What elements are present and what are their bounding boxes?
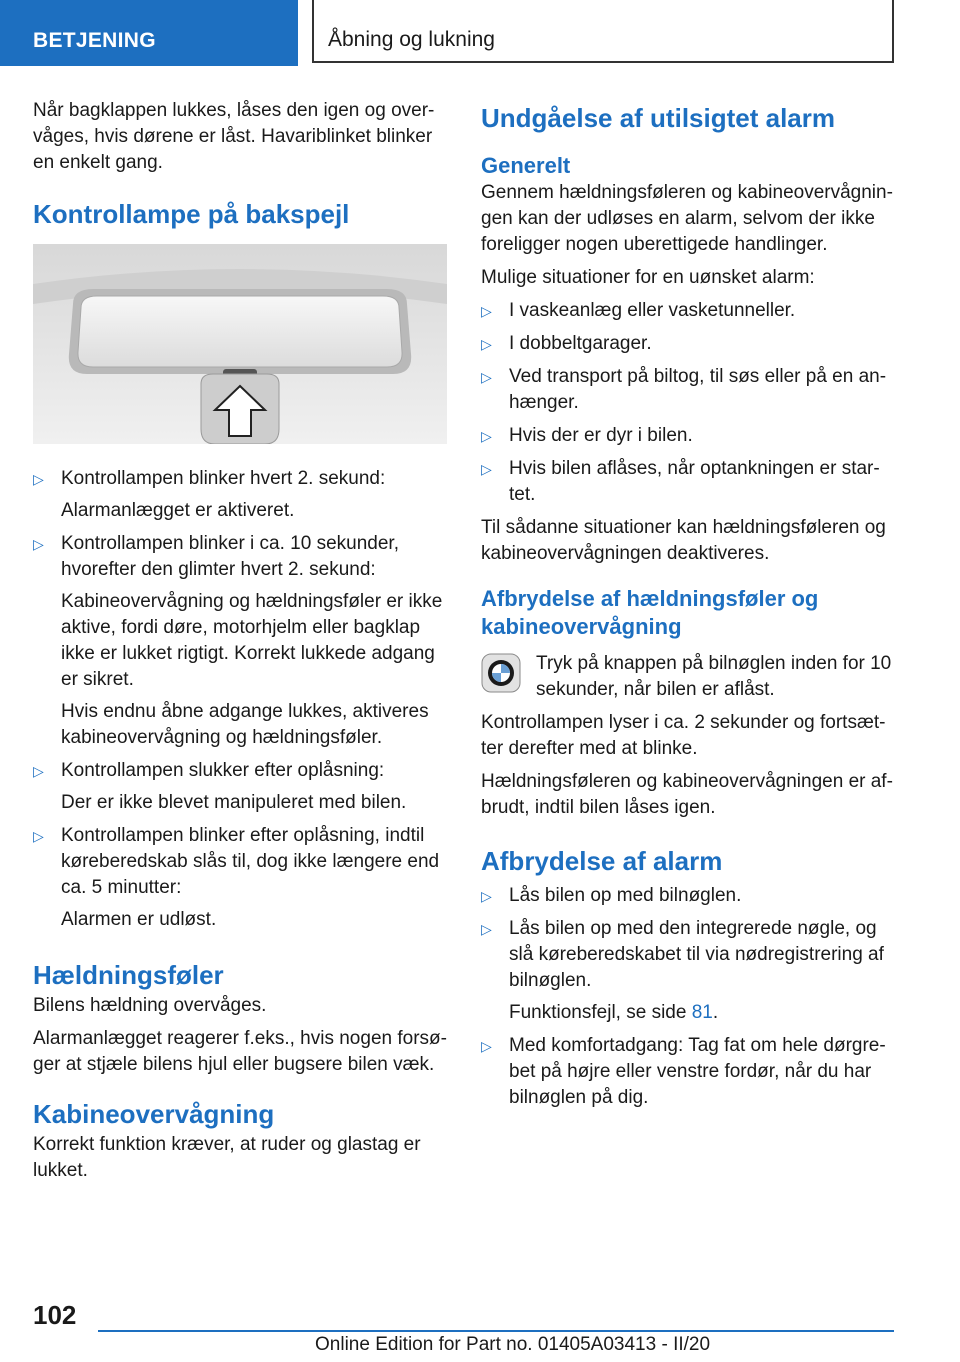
triangle-right-outline-icon: ▷ <box>481 921 492 937</box>
list-item-subtext: Alarmanlægget er aktiveret. <box>61 500 295 521</box>
list-item <box>481 456 899 508</box>
intro-paragraph: Når bagklappen lukkes, låses den igen og overvåges, hvis dørene er låst. Havariblinket blinker en enkelt gang. <box>33 100 435 173</box>
heading-afbrydelse-foeler: Afbrydelse af hældningsføler og kabineovervågning <box>481 586 819 639</box>
generelt-paragraph-3: Til sådanne situationer kan hældningsføleren og kabineovervågningen deaktiveres. <box>481 517 886 564</box>
afbrydelse-paragraph-2: Hældningsføleren og kabineovervågningen er afbrudt, indtil bilen låses igen. <box>481 771 893 818</box>
list-item <box>481 298 899 324</box>
triangle-right-outline-icon: ▷ <box>481 336 492 352</box>
list-item-text: Lås bilen op med den integrerede nøgle, og slå køreberedskabet til via nødregistrering af bilnøglen. <box>509 918 884 991</box>
list-item <box>481 364 899 416</box>
heading-generelt: Generelt <box>481 153 571 178</box>
heading-undgaaelse: Undgåelse af utilsigtet alarm <box>481 103 835 133</box>
list-item-text: Kontrollampen blinker hvert 2. sekund: <box>61 468 386 489</box>
afbrydelse-paragraph-1: Kontrollampen lyser i ca. 2 sekunder og fortsætter derefter med at blinke. <box>481 712 886 759</box>
rearview-mirror-image <box>33 244 447 444</box>
list-item-text: Kontrollampen slukker efter oplåsning: <box>61 760 385 781</box>
list-item-text: Lås bilen op med bilnøglen. <box>509 885 742 906</box>
key-instruction-text: Tryk på knappen på bilnøglen inden for 10 sekunder, når bilen er aflåst. <box>536 653 892 700</box>
list-item <box>33 758 451 816</box>
list-item-subtext: Kabineovervågning og hældningsføler er ikke aktive, fordi døre, motorhjelm eller bagklap ikke er lukket rigtigt. Korrekt lukkede adgang er sikret. <box>61 591 443 690</box>
alarm-list <box>481 883 899 1111</box>
generelt-paragraph-1: Gennem hældningsføleren og kabineovervågningen kan der udløses en alarm, selvom der ikke foreligger nogen uberettigede handlinger. <box>481 182 893 255</box>
footer-divider <box>98 1330 894 1332</box>
list-item-subtext: Hvis endnu åbne adgange lukkes, aktiveres kabineovervågning og hældningsføler. <box>61 701 429 748</box>
list-item-subtext: Alarmen er udløst. <box>61 909 217 930</box>
heading-kontrollampe: Kontrollampe på bakspejl <box>33 199 350 229</box>
list-item <box>481 1033 899 1111</box>
chapter-title: Åbning og lukning <box>328 28 495 51</box>
heading-haeldningsfoeler: Hældningsføler <box>33 960 224 990</box>
triangle-right-outline-icon: ▷ <box>481 303 492 319</box>
kabine-paragraph: Korrekt funktion kræver, at ruder og glastag er lukket. <box>33 1134 421 1181</box>
list-item-text: Hvis bilen aflåses, når optankningen er startet. <box>509 458 880 505</box>
list-item <box>481 883 899 909</box>
heading-afbrydelse-alarm: Afbrydelse af alarm <box>481 846 723 876</box>
page-number: 102 <box>33 1300 77 1330</box>
triangle-right-outline-icon: ▷ <box>33 763 44 779</box>
right-column <box>481 102 899 1118</box>
list-item <box>33 531 451 751</box>
triangle-right-outline-icon: ▷ <box>33 828 44 844</box>
situations-list <box>481 298 899 508</box>
list-item-text: I vaskeanlæg eller vasketunneller. <box>509 300 796 321</box>
list-item-subtext: Der er ikke blevet manipuleret med bilen. <box>61 792 407 813</box>
list-item-text: Ved transport på biltog, til søs eller på en anhænger. <box>509 366 887 413</box>
heading-kabineovervaagning: Kabineovervågning <box>33 1099 275 1129</box>
triangle-right-outline-icon: ▷ <box>481 1038 492 1054</box>
subtext-prefix: Funktionsfejl, se side <box>509 1002 692 1023</box>
key-instruction <box>481 651 899 703</box>
triangle-right-outline-icon: ▷ <box>481 369 492 385</box>
triangle-right-outline-icon: ▷ <box>33 471 44 487</box>
kontrollampe-list <box>33 466 451 933</box>
bmw-key-fob-icon <box>481 653 521 693</box>
list-item-text: Hvis der er dyr i bilen. <box>509 425 693 446</box>
haeldning-paragraph-2: Alarmanlægget reagerer f.eks., hvis nogen forsøger at stjæle bilens hjul eller bugsere bilen væk. <box>33 1028 447 1075</box>
list-item-text: Kontrollampen blinker i ca. 10 sekunder, hvorefter den glimter hvert 2. sekund: <box>61 533 399 580</box>
triangle-right-outline-icon: ▷ <box>481 428 492 444</box>
section-tab <box>0 0 298 66</box>
list-item <box>481 916 899 1026</box>
footer-edition: Online Edition for Part no. 01405A03413 - II/20 <box>315 1334 711 1355</box>
triangle-right-outline-icon: ▷ <box>481 888 492 904</box>
list-item-text: I dobbeltgarager. <box>509 333 652 354</box>
triangle-right-outline-icon: ▷ <box>33 536 44 552</box>
list-item-text: Med komfortadgang: Tag fat om hele dørgrebet på højre eller venstre fordør, når du har bilnøglen på dig. <box>509 1035 886 1108</box>
section-label: BETJENING <box>33 29 156 52</box>
triangle-right-outline-icon: ▷ <box>481 461 492 477</box>
list-item <box>33 466 451 524</box>
generelt-paragraph-2: Mulige situationer for en uønsket alarm: <box>481 267 815 288</box>
haeldning-paragraph-1: Bilens hældning overvåges. <box>33 995 267 1016</box>
list-item <box>481 423 899 449</box>
page-reference-link[interactable]: 81 <box>691 1002 713 1023</box>
list-item <box>33 823 451 933</box>
chapter-header <box>312 0 894 63</box>
subtext-suffix: . <box>712 1002 719 1023</box>
list-item-text: Kontrollampen blinker efter oplåsning, indtil køreberedskab slås til, dog ikke længere end ca. 5 minutter: <box>61 825 440 898</box>
left-column <box>33 98 451 1191</box>
list-item-subtext <box>509 1000 899 1026</box>
list-item <box>481 331 899 357</box>
